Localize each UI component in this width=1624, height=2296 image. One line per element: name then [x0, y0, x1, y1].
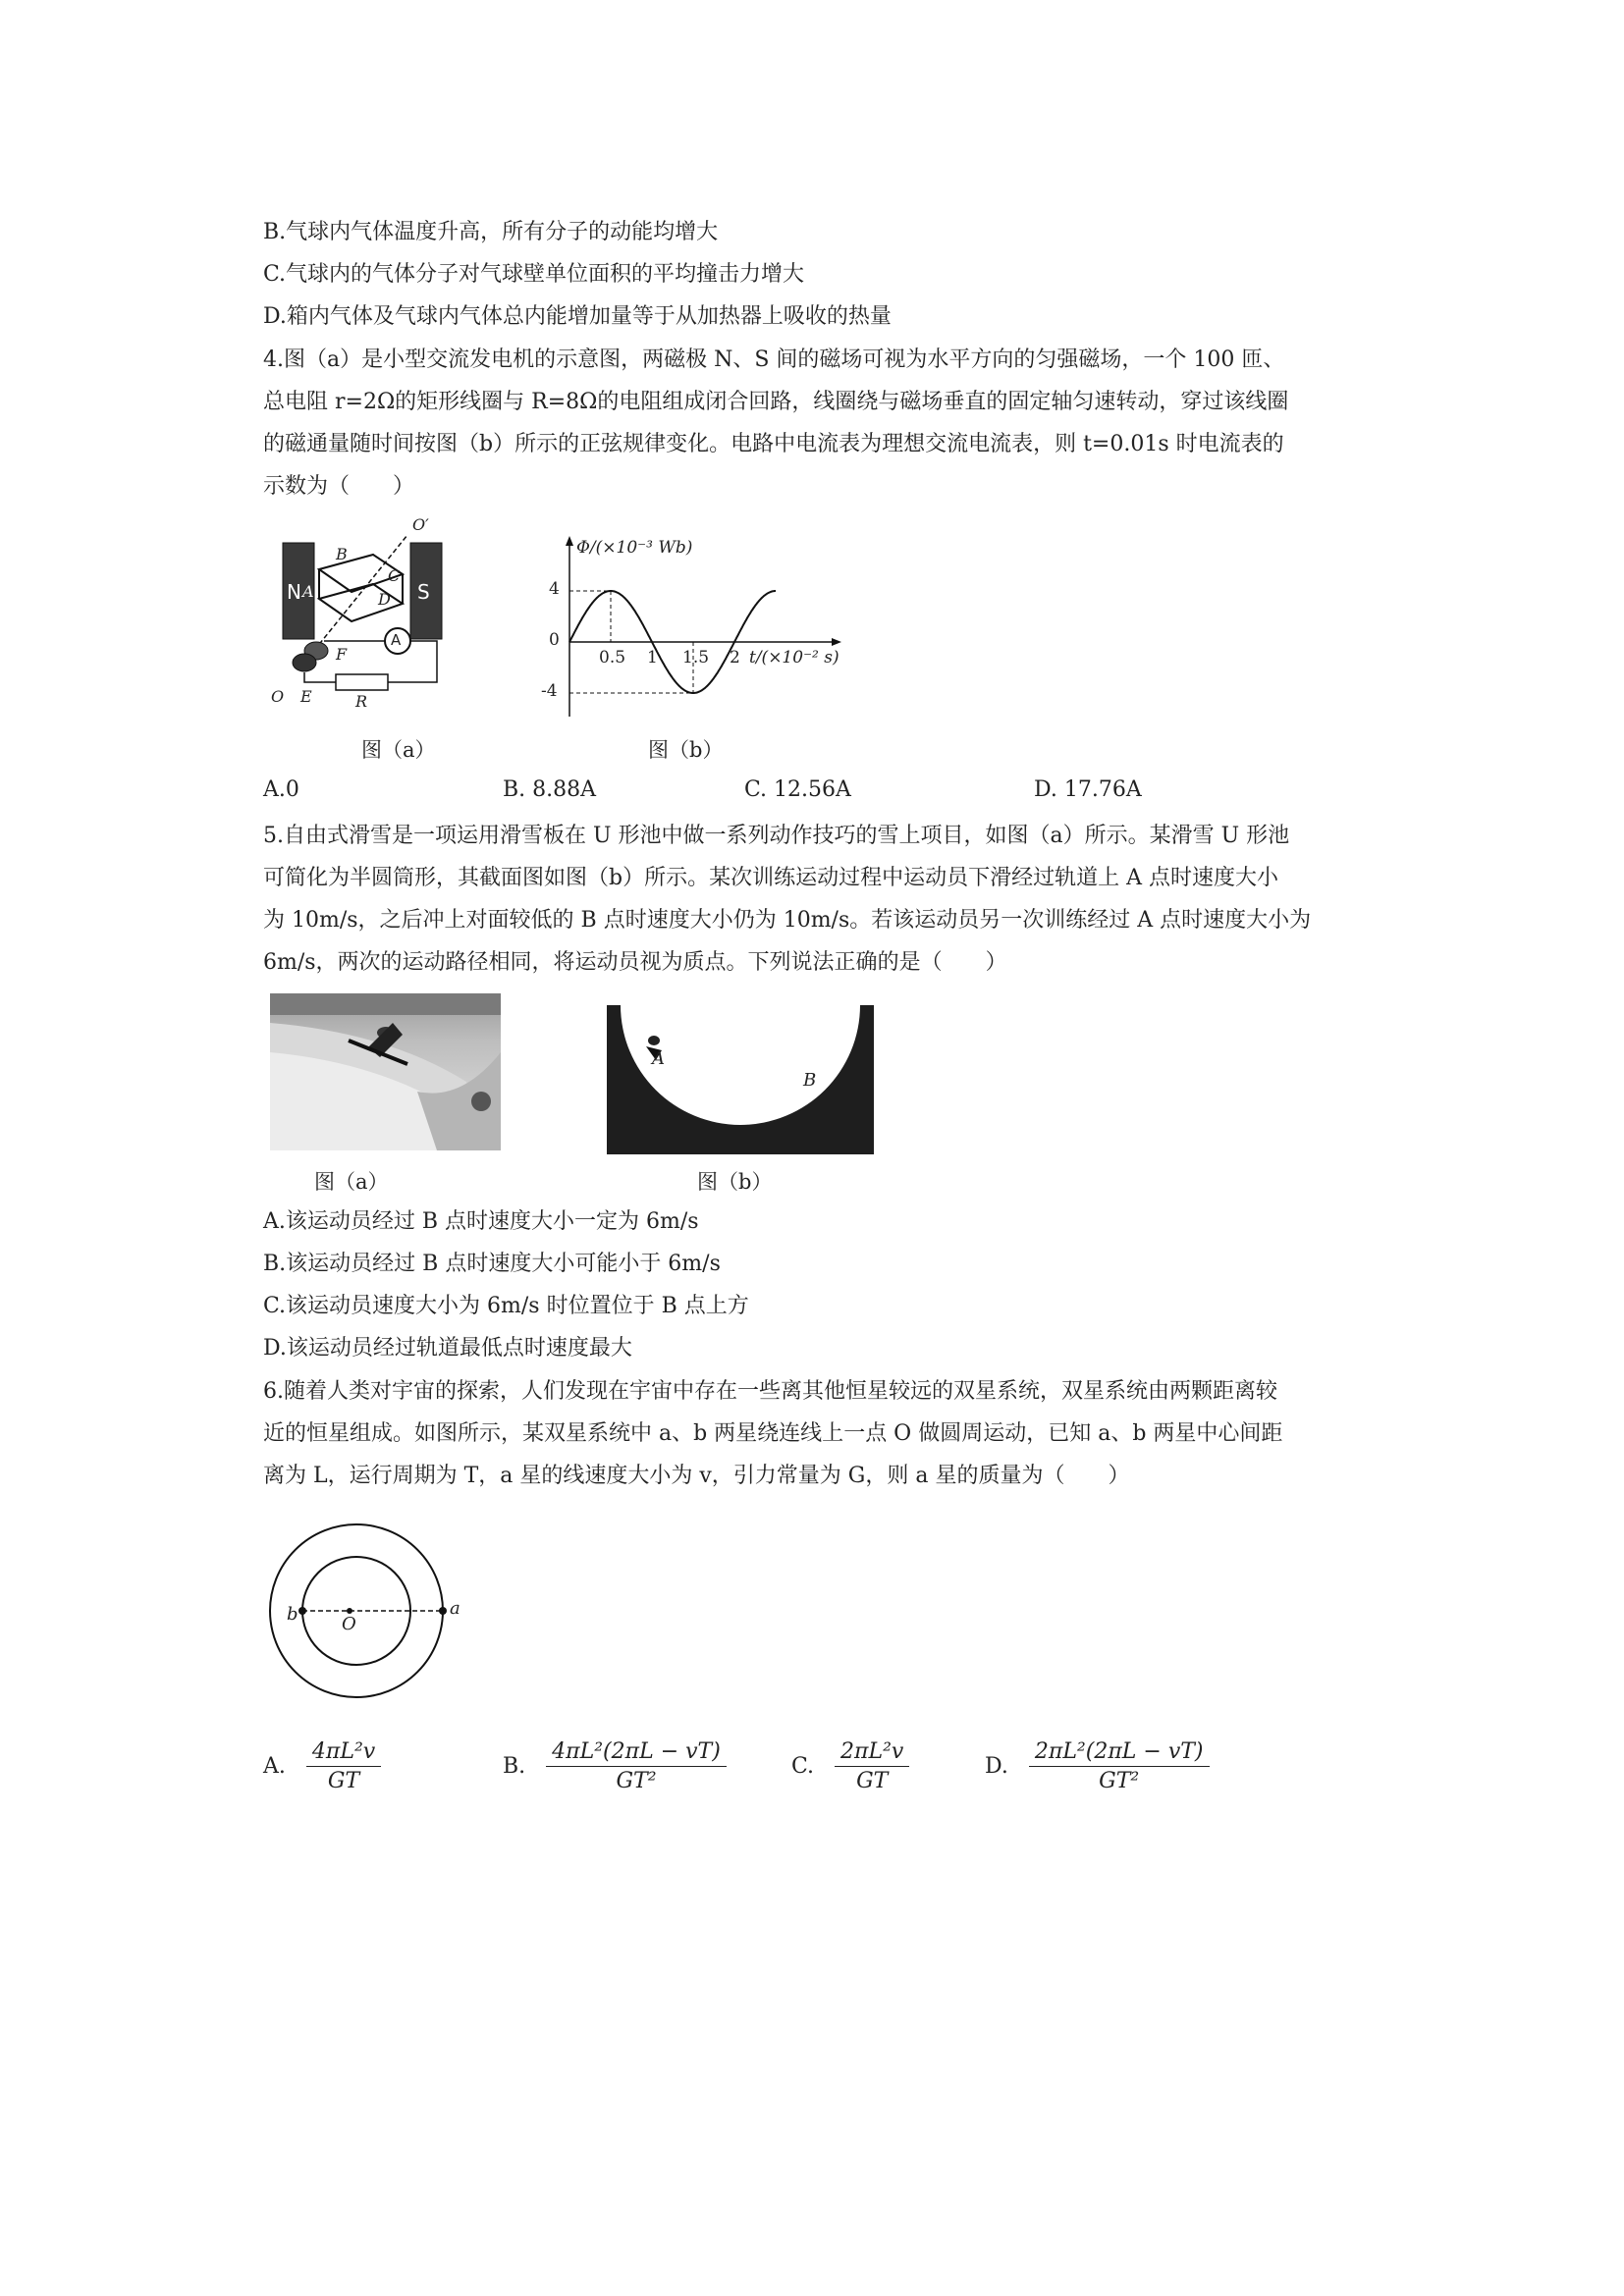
q6-option-a-fraction: [306, 1739, 381, 1793]
q6-option-d-numerator: 2πL²(2πL − vT): [1029, 1739, 1210, 1767]
q4-stem-line-4: 示数为（ ）: [263, 474, 415, 499]
q3-option-b: B.气球内气体温度升高，所有分子的动能均增大: [263, 220, 719, 244]
star-b-label: b: [287, 1604, 298, 1625]
q5-fig-a-caption: 图（a）: [314, 1170, 389, 1194]
q6-option-c-label: C.: [791, 1754, 815, 1779]
q5-option-b: B.该运动员经过 B 点时速度大小可能小于 6m/s: [263, 1252, 721, 1276]
q6-option-d: [985, 1739, 1210, 1793]
center-o-label: O: [342, 1614, 356, 1634]
y-tick-neg4: -4: [541, 681, 558, 701]
q6-stem-line-3: 离为 L，运行周期为 T，a 星的线速度大小为 v，引力常量为 G，则 a 星的质量为（ ）: [263, 1464, 1130, 1488]
halfpipe-photo: [270, 993, 501, 1150]
terminal-e-label: E: [300, 687, 312, 706]
q4-option-a: A.0: [263, 777, 299, 802]
q5-stem-line-1: 5.自由式滑雪是一项运用滑雪板在 U 形池中做一系列动作技巧的雪上项目，如图（a）所示。某滑雪 U 形池: [263, 824, 1290, 848]
q5-option-d: D.该运动员经过轨道最低点时速度最大: [263, 1336, 632, 1361]
q6-stem-line-2: 近的恒星组成。如图所示，某双星系统中 a、b 两星绕连线上一点 O 做圆周运动，已知 a、b 两星中心间距: [263, 1421, 1283, 1446]
binary-star-diagram: [263, 1520, 469, 1702]
u-pool-cross-section: [607, 999, 874, 1154]
q6-option-d-fraction: [1029, 1739, 1210, 1793]
magnet-s-label: S: [417, 580, 430, 604]
x-tick-2: 2: [730, 648, 740, 667]
q6-option-d-label: D.: [985, 1754, 1008, 1779]
q6-option-c: [791, 1739, 909, 1793]
q6-option-b-denominator: GT²: [616, 1769, 657, 1793]
q4-option-c: C. 12.56A: [744, 777, 851, 802]
q6-option-a-numerator: 4πL²v: [306, 1739, 381, 1767]
q5-stem-line-4: 6m/s，两次的运动路径相同，将运动员视为质点。下列说法正确的是（ ）: [263, 950, 1007, 975]
q6-option-b-numerator: 4πL²(2πL − vT): [546, 1739, 727, 1767]
x-tick-1-5: 1.5: [682, 648, 710, 667]
ammeter-label: A: [391, 631, 402, 649]
coil-c-label: C: [388, 566, 401, 585]
q4-fig-a-caption: 图（a）: [361, 738, 436, 762]
coil-b-label: B: [336, 545, 348, 563]
q6-option-b-label: B.: [503, 1754, 526, 1779]
q5-stem-line-3: 为 10m/s，之后冲上对面较低的 B 点时速度大小仍为 10m/s。若该运动员另一次训练经过 A 点时速度大小为: [263, 908, 1312, 933]
axis-o-prime-label: O′: [412, 515, 429, 534]
flux-axis-label: Φ/(×10⁻³ Wb): [576, 538, 693, 558]
q6-option-c-denominator: GT: [856, 1769, 889, 1793]
x-tick-1: 1: [647, 648, 658, 667]
star-a-label: a: [450, 1598, 460, 1619]
q3-option-c: C.气球内的气体分子对气球壁单位面积的平均撞击力增大: [263, 262, 805, 287]
coil-a-label: A: [302, 582, 314, 601]
magnet-n-label: N: [287, 580, 301, 604]
point-b-label: B: [803, 1070, 817, 1091]
resistor-r-label: R: [355, 692, 368, 711]
q6-option-c-numerator: 2πL²v: [835, 1739, 909, 1767]
generator-diagram: [265, 515, 461, 712]
q6-option-c-fraction: [835, 1739, 909, 1793]
q3-option-d: D.箱内气体及气球内气体总内能增加量等于从加热器上吸收的热量: [263, 304, 892, 329]
q6-option-a-label: A.: [263, 1754, 286, 1779]
q4-stem-line-1: 4.图（a）是小型交流发电机的示意图，两磁极 N、S 间的磁场可视为水平方向的匀强磁场，一个 100 匝、: [263, 347, 1285, 372]
time-axis-label: t/(×10⁻² s): [749, 648, 839, 667]
q5-fig-b-caption: 图（b）: [697, 1170, 773, 1194]
q6-option-b-fraction: [546, 1739, 727, 1793]
q4-option-b: B. 8.88A: [503, 777, 597, 802]
q4-stem-line-2: 总电阻 r=2Ω的矩形线圈与 R=8Ω的电阻组成闭合回路，线圈绕与磁场垂直的固定轴匀速转动，穿过该线圈: [263, 390, 1289, 414]
q5-option-a: A.该运动员经过 B 点时速度大小一定为 6m/s: [263, 1209, 699, 1234]
q6-option-a: [263, 1739, 381, 1793]
q6-stem-line-1: 6.随着人类对宇宙的探索，人们发现在宇宙中存在一些离其他恒星较远的双星系统，双星系统由两颗距离较: [263, 1379, 1277, 1404]
flux-time-graph: [535, 530, 849, 726]
q6-option-a-denominator: GT: [327, 1769, 360, 1793]
y-tick-4: 4: [549, 579, 560, 599]
q4-fig-b-caption: 图（b）: [648, 738, 724, 762]
terminal-f-label: F: [336, 645, 348, 664]
q5-option-c: C.该运动员速度大小为 6m/s 时位置位于 B 点上方: [263, 1294, 749, 1318]
y-tick-0: 0: [549, 630, 560, 650]
q6-option-d-denominator: GT²: [1099, 1769, 1140, 1793]
q4-option-d: D. 17.76A: [1034, 777, 1142, 802]
q6-option-b: [503, 1739, 727, 1793]
point-a-label: A: [652, 1048, 665, 1069]
coil-d-label: D: [378, 590, 391, 609]
q5-stem-line-2: 可简化为半圆筒形，其截面图如图（b）所示。某次训练运动过程中运动员下滑经过轨道上 A 点时速度大小: [263, 866, 1278, 890]
x-tick-0-5: 0.5: [599, 648, 626, 667]
q4-stem-line-3: 的磁通量随时间按图（b）所示的正弦规律变化。电路中电流表为理想交流电流表，则 t=0.01s 时电流表的: [263, 432, 1284, 456]
axis-o-label: O: [271, 687, 285, 706]
